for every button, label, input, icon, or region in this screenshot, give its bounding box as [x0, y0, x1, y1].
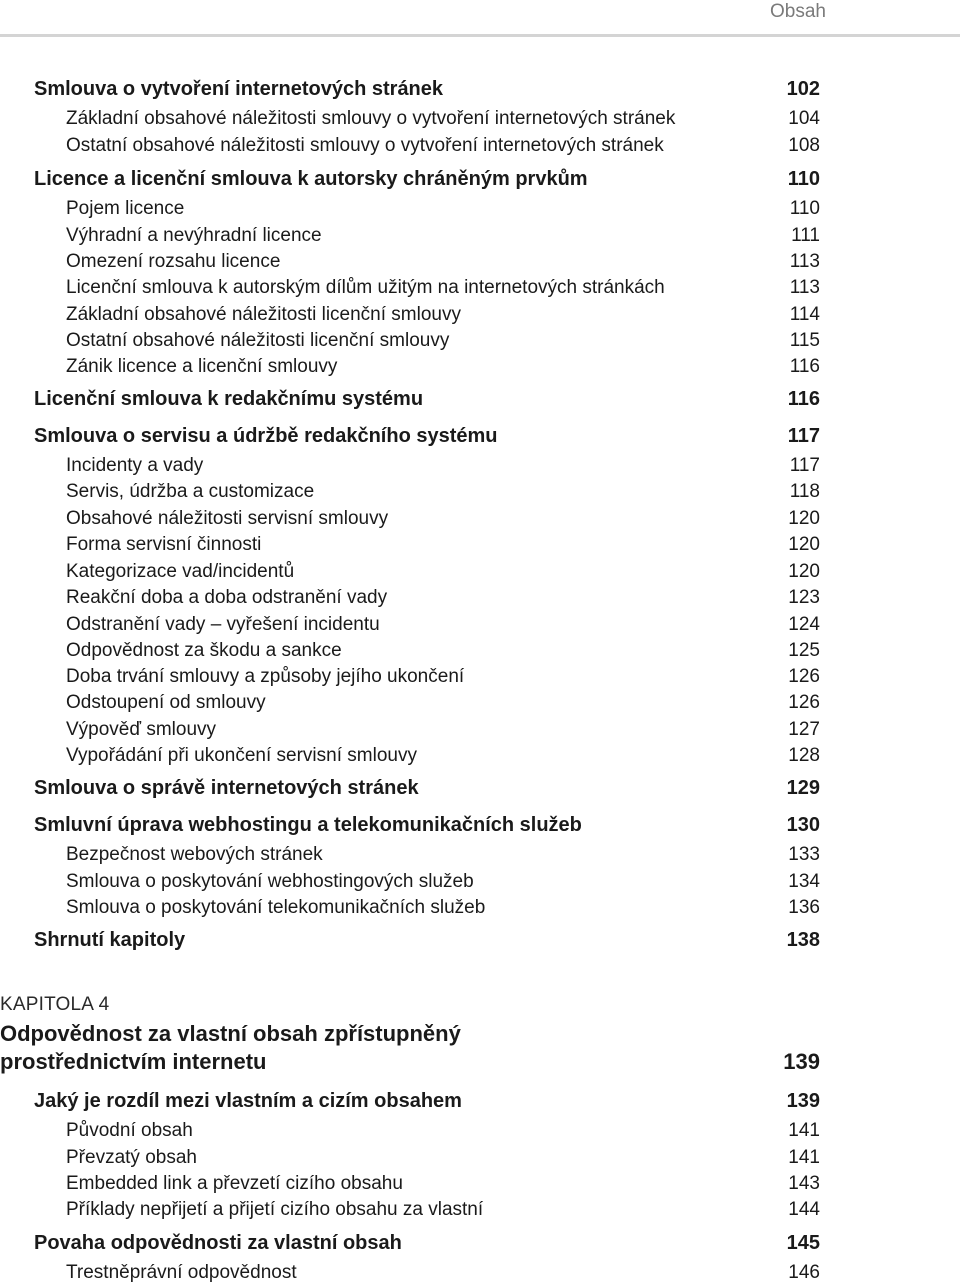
toc-entry-page: 113: [789, 277, 820, 298]
toc-subsection-entry[interactable]: [66, 251, 820, 273]
toc-entry-page: 116: [787, 388, 820, 410]
toc-entry-title: Bezpečnost webových stránek: [66, 844, 323, 865]
chapter-title[interactable]: [0, 1020, 820, 1076]
toc-subsection-entry[interactable]: [66, 277, 820, 299]
toc-subsection-entry[interactable]: [66, 481, 820, 503]
toc-entry-page: 123: [788, 587, 820, 608]
toc-entry-title: Smluvní úprava webhostingu a telekomunikačních služeb: [34, 814, 582, 836]
toc-entry-page: 133: [788, 844, 820, 865]
toc-entry-page: 114: [789, 304, 820, 325]
toc-subsection-entry[interactable]: [66, 719, 820, 741]
toc-subsection-entry[interactable]: [66, 1199, 820, 1221]
toc-entry-page: 120: [788, 561, 820, 582]
toc-entry-page: 141: [788, 1147, 820, 1168]
toc-entry-title: Servis, údržba a customizace: [66, 481, 315, 502]
toc-entry-page: 110: [789, 198, 820, 219]
toc-entry-page: 117: [787, 425, 820, 447]
toc-entry-page: 111: [791, 225, 820, 246]
toc-entry-title: Ostatní obsahové náležitosti smlouvy o vytvoření internetových stránek: [66, 135, 664, 156]
chapter-label: KAPITOLA 4: [0, 994, 110, 1015]
toc-entry-page: 146: [788, 1262, 820, 1283]
chapter-page-number: 139: [783, 1049, 820, 1074]
toc-entry-title: Smlouva o servisu a údržbě redakčního systému: [34, 425, 498, 447]
toc-entry-title: Jaký je rozdíl mezi vlastním a cizím obsahem: [34, 1090, 462, 1112]
toc-entry-page: 129: [786, 777, 820, 799]
toc-entry-title: Shrnutí kapitoly: [34, 929, 186, 951]
toc-subsection-entry[interactable]: [66, 225, 820, 247]
toc-entry-title: Převzatý obsah: [66, 1147, 197, 1168]
toc-entry-page: 104: [788, 108, 820, 129]
toc-subsection-entry[interactable]: [66, 108, 820, 130]
toc-entry-title: Omezení rozsahu licence: [66, 251, 281, 272]
toc-entry-page: 130: [786, 814, 820, 836]
toc-section-entry[interactable]: [34, 425, 820, 448]
toc-entry-page: 108: [788, 135, 820, 156]
toc-entry-page: 110: [787, 168, 820, 190]
toc-entry-title: Embedded link a převzetí cizího obsahu: [66, 1173, 403, 1194]
toc-entry-title: Zánik licence a licenční smlouvy: [66, 356, 338, 377]
toc-entry-title: Obsahové náležitosti servisní smlouvy: [66, 508, 389, 529]
toc-subsection-entry[interactable]: [66, 587, 820, 609]
toc-entry-title: Smlouva o poskytování webhostingových služeb: [66, 871, 474, 892]
toc-entry-page: 134: [788, 871, 820, 892]
toc-entry-page: 117: [789, 455, 820, 476]
toc-entry-page: 144: [788, 1199, 820, 1220]
toc-subsection-entry[interactable]: [66, 455, 820, 477]
toc-entry-page: 126: [788, 666, 820, 687]
running-head: Obsah: [770, 1, 826, 22]
toc-subsection-entry[interactable]: [66, 304, 820, 326]
toc-entry-title: Základní obsahové náležitosti licenční smlouvy: [66, 304, 461, 325]
toc-subsection-entry[interactable]: [66, 1147, 820, 1169]
toc-section-entry[interactable]: [34, 777, 820, 800]
toc-entry-title: Licenční smlouva k redakčnímu systému: [34, 388, 424, 410]
toc-subsection-entry[interactable]: [66, 534, 820, 556]
toc-subsection-entry[interactable]: [66, 666, 820, 688]
chapter-title-line2: prostřednictvím internetu: [0, 1049, 267, 1074]
toc-entry-title: Forma servisní činnosti: [66, 534, 262, 555]
toc-subsection-entry[interactable]: [66, 871, 820, 893]
toc-subsection-entry[interactable]: [66, 745, 820, 767]
toc-entry-page: 102: [786, 78, 820, 100]
toc-entry-title: Smlouva o správě internetových stránek: [34, 777, 419, 799]
toc-entry-page: 127: [788, 719, 820, 740]
toc-entry-title: Příklady nepřijetí a přijetí cizího obsahu za vlastní: [66, 1199, 484, 1220]
toc-subsection-entry[interactable]: [66, 330, 820, 352]
toc-subsection-entry[interactable]: [66, 1262, 820, 1284]
toc-entry-page: 124: [788, 614, 820, 635]
toc-entry-title: Licence a licenční smlouva k autorsky chráněným prvkům: [34, 168, 588, 190]
toc-entry-title: Odpovědnost za škodu a sankce: [66, 640, 342, 661]
toc-subsection-entry[interactable]: [66, 897, 820, 919]
toc-entry-title: Odstranění vady – vyřešení incidentu: [66, 614, 380, 635]
toc-entry-title: Základní obsahové náležitosti smlouvy o vytvoření internetových stránek: [66, 108, 676, 129]
toc-subsection-entry[interactable]: [66, 508, 820, 530]
toc-entry-title: Trestněprávní odpovědnost: [66, 1262, 297, 1283]
toc-subsection-entry[interactable]: [66, 844, 820, 866]
toc-entry-title: Reakční doba a doba odstranění vady: [66, 587, 388, 608]
toc-entry-title: Licenční smlouva k autorským dílům užitým na internetových stránkách: [66, 277, 665, 298]
toc-entry-page: 139: [786, 1090, 820, 1112]
toc-entry-page: 143: [788, 1173, 820, 1194]
toc-entry-title: Smlouva o poskytování telekomunikačních služeb: [66, 897, 486, 918]
toc-entry-title: Smlouva o vytvoření internetových stránek: [34, 78, 444, 100]
toc-entry-page: 120: [788, 534, 820, 555]
toc-entry-title: Incidenty a vady: [66, 455, 204, 476]
toc-entry-title: Doba trvání smlouvy a způsoby jejího ukončení: [66, 666, 465, 687]
toc-entry-page: 128: [788, 745, 820, 766]
toc-entry-page: 113: [789, 251, 820, 272]
toc-entry-page: 141: [788, 1120, 820, 1141]
toc-entry-title: Povaha odpovědnosti za vlastní obsah: [34, 1232, 402, 1254]
toc-section-entry[interactable]: [34, 814, 820, 837]
toc-entry-title: Výpověď smlouvy: [66, 719, 217, 740]
toc-entry-title: Pojem licence: [66, 198, 185, 219]
toc-subsection-entry[interactable]: [66, 692, 820, 714]
toc-section-entry[interactable]: [34, 78, 820, 101]
toc-entry-page: 145: [786, 1232, 820, 1254]
toc-section-entry[interactable]: [34, 929, 820, 952]
toc-entry-page: 118: [789, 481, 820, 502]
chapter-title-line1: Odpovědnost za vlastní obsah zpřístupněný: [0, 1021, 461, 1046]
toc-subsection-entry[interactable]: [66, 1173, 820, 1195]
toc-entry-page: 120: [788, 508, 820, 529]
toc-entry-page: 136: [788, 897, 820, 918]
toc-subsection-entry[interactable]: [66, 561, 820, 583]
toc-subsection-entry[interactable]: [66, 614, 820, 636]
toc-entry-page: 115: [789, 330, 820, 351]
toc-entry-title: Ostatní obsahové náležitosti licenční smlouvy: [66, 330, 450, 351]
toc-subsection-entry[interactable]: [66, 1120, 820, 1142]
toc-entry-title: Vypořádání při ukončení servisní smlouvy: [66, 745, 417, 766]
toc-subsection-entry[interactable]: [66, 640, 820, 662]
toc-subsection-entry[interactable]: [66, 198, 820, 220]
toc-entry-title: Výhradní a nevýhradní licence: [66, 225, 322, 246]
toc-section-entry[interactable]: [34, 1090, 820, 1113]
toc-entry-title: Původní obsah: [66, 1120, 193, 1141]
toc-subsection-entry[interactable]: [66, 356, 820, 378]
toc-subsection-entry[interactable]: [66, 135, 820, 157]
toc-section-entry[interactable]: [34, 168, 820, 191]
toc-entry-page: 126: [788, 692, 820, 713]
toc-entry-title: Kategorizace vad/incidentů: [66, 561, 295, 582]
toc-section-entry[interactable]: [34, 1232, 820, 1255]
toc-entry-page: 116: [789, 356, 820, 377]
toc-entry-title: Odstoupení od smlouvy: [66, 692, 266, 713]
toc-entry-page: 125: [788, 640, 820, 661]
toc-entry-page: 138: [786, 929, 820, 951]
toc-section-entry[interactable]: [34, 388, 820, 411]
